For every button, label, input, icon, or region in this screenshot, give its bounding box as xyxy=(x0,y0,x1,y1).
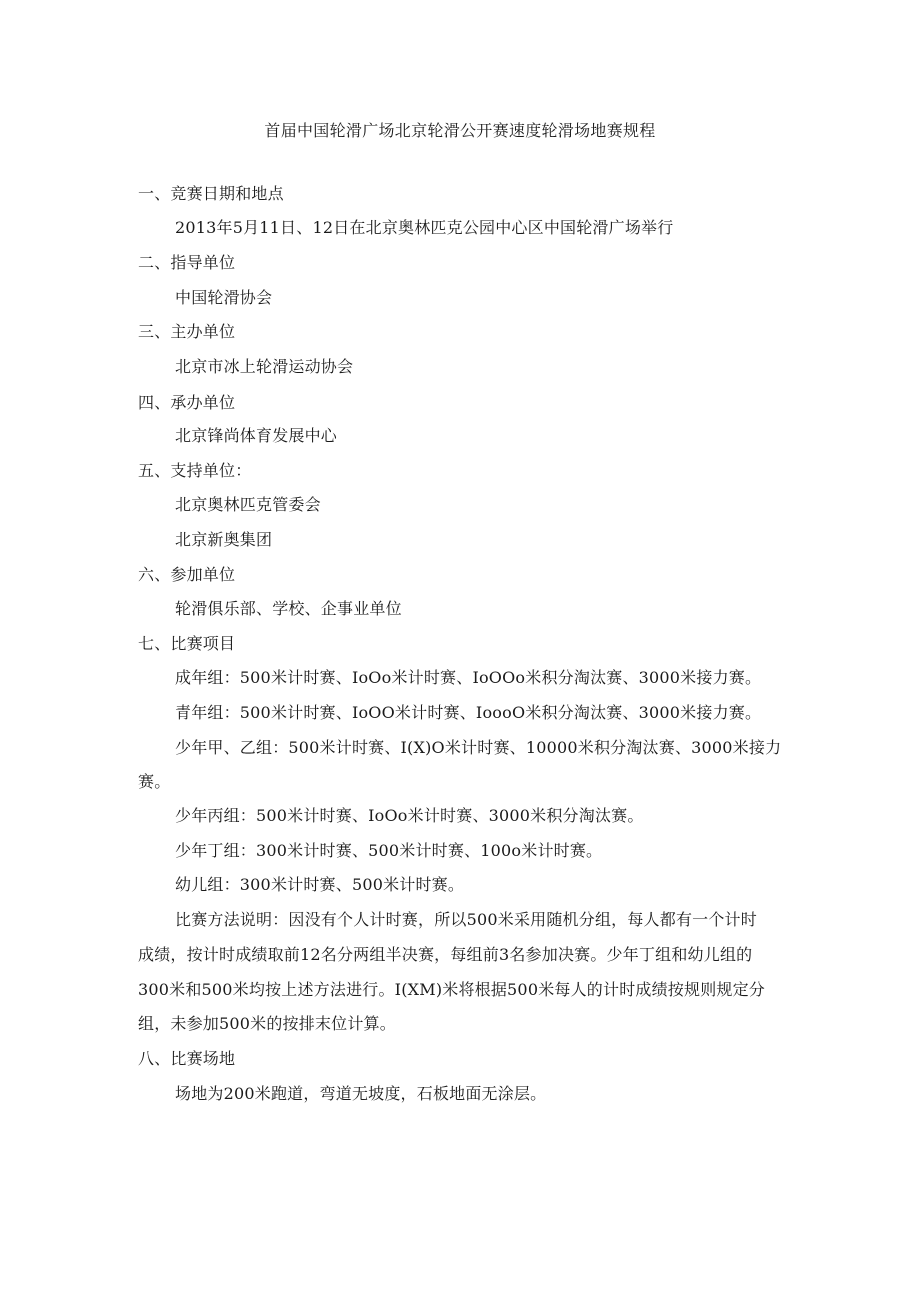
event-line-junior-c: 少年丙组：500米计时赛、IoOo米计时赛、3000米积分淘汰赛。 xyxy=(175,806,644,825)
event-line-junior-d: 少年丁组：300米计时赛、500米计时赛、100o米计时赛。 xyxy=(175,841,603,860)
event-line-youth: 青年组：500米计时赛、IoOO米计时赛、IoooO米积分淘汰赛、3000米接力赛。 xyxy=(175,703,762,722)
method-note-line: 组，未参加500米的按排末位计算。 xyxy=(138,1014,396,1033)
section-body-line: 2013年5月11日、12日在北京奥林匹克公园中心区中国轮滑广场举行 xyxy=(175,218,674,237)
section-heading-host: 三、主办单位 xyxy=(138,322,236,341)
method-note-line: 300米和500米均按上述方法进行。I(XM)米将根据500米每人的计时成绩按规则规定分 xyxy=(138,980,765,999)
section-heading-organizer: 四、承办单位 xyxy=(138,393,236,412)
section-body-line: 北京市冰上轮滑运动协会 xyxy=(175,357,354,376)
event-line-junior-ab: 少年甲、乙组：500米计时赛、I(X)O米计时赛、10000米积分淘汰赛、3000米接力 xyxy=(175,738,782,757)
section-body-line: 北京新奥集团 xyxy=(175,530,273,549)
section-body-line: 场地为200米跑道，弯道无坡度，石板地面无涂层。 xyxy=(175,1084,547,1103)
method-note-line: 成绩，按计时成绩取前12名分两组半决赛，每组前3名参加决赛。少年丁组和幼儿组的 xyxy=(138,945,753,964)
event-line-adult: 成年组：500米计时赛、IoOo米计时赛、IoOOo米积分淘汰赛、3000米接力赛。 xyxy=(175,668,762,687)
section-heading-guidance: 二、指导单位 xyxy=(138,253,236,272)
document-title: 首届中国轮滑广场北京轮滑公开赛速度轮滑场地赛规程 xyxy=(264,121,656,140)
section-heading-date-location: 一、竞赛日期和地点 xyxy=(138,184,284,203)
method-note-line: 比赛方法说明：因没有个人计时赛，所以500米采用随机分组，每人都有一个计时 xyxy=(175,910,757,929)
section-body-line: 轮滑俱乐部、学校、企事业单位 xyxy=(175,599,402,618)
section-heading-participants: 六、参加单位 xyxy=(138,565,236,584)
section-heading-support: 五、支持单位： xyxy=(138,461,252,480)
section-body-line: 北京锋尚体育发展中心 xyxy=(175,426,338,445)
event-line-kids: 幼儿组：300米计时赛、500米计时赛。 xyxy=(175,875,465,894)
event-line-junior-ab-cont: 赛。 xyxy=(138,772,171,791)
section-heading-events: 七、比赛项目 xyxy=(138,634,236,653)
section-body-line: 北京奥林匹克管委会 xyxy=(175,495,321,514)
section-heading-venue: 八、比赛场地 xyxy=(138,1049,236,1068)
section-body-line: 中国轮滑协会 xyxy=(175,288,273,307)
